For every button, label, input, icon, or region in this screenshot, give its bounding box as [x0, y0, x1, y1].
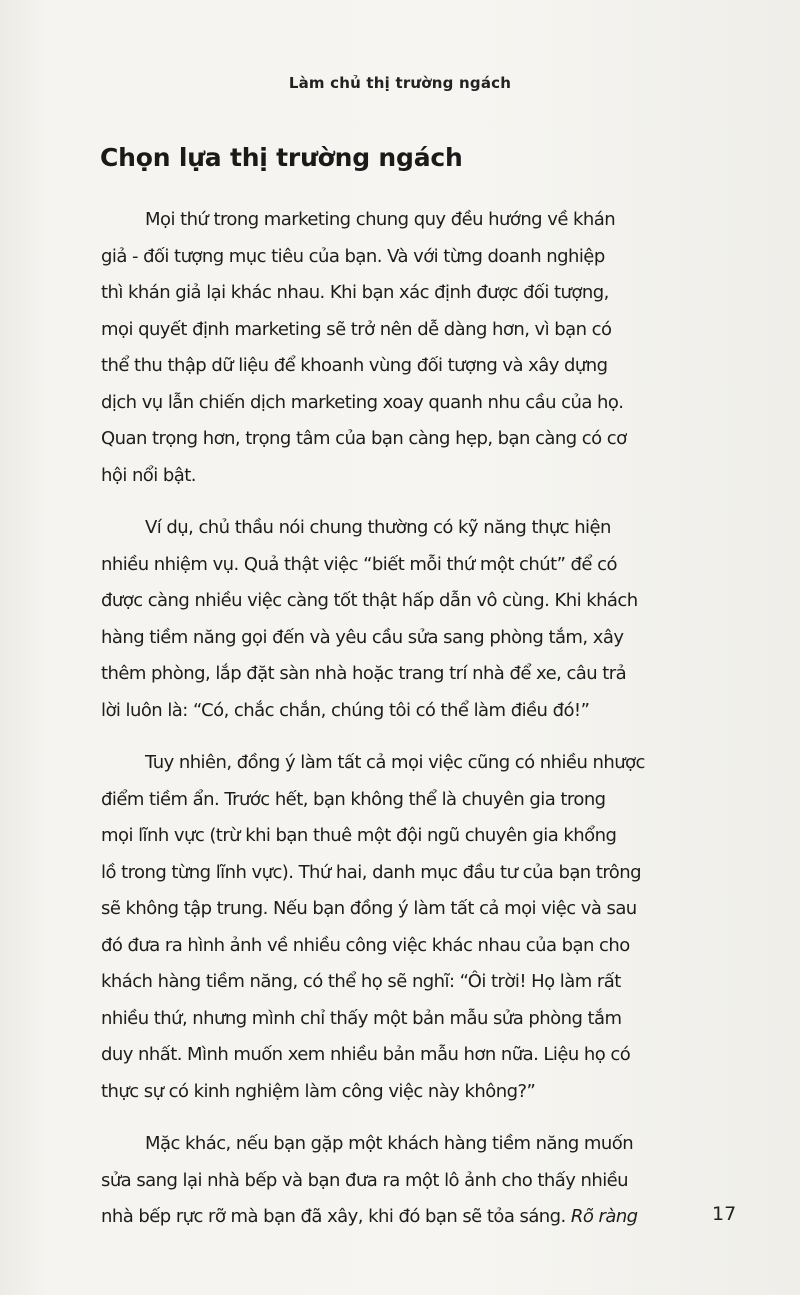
text-line: mọi lĩnh vực (trừ khi bạn thuê một đội ngũ chuyên gia khổng [101, 825, 617, 846]
page-number: 17 [712, 1203, 737, 1225]
chapter-title: Chọn lựa thị trường ngách [100, 143, 463, 172]
text-line: sẽ không tập trung. Nếu bạn đồng ý làm tất cả mọi việc và sau [101, 898, 637, 919]
text-line: sửa sang lại nhà bếp và bạn đưa ra một lô ảnh cho thấy nhiều [101, 1169, 629, 1191]
paragraph-4 [101, 1126, 696, 1236]
text-line: Tuy nhiên, đồng ý làm tất cả mọi việc cũng có nhiều nhược [145, 752, 645, 773]
body-text [101, 202, 696, 1252]
text-line: Mọi thứ trong marketing chung quy đều hướng về khán [145, 209, 616, 230]
italic-continuation: Rõ ràng [570, 1206, 638, 1227]
running-head: Làm chủ thị trường ngách [288, 74, 512, 92]
text-line: hội nổi bật. [101, 464, 196, 486]
text-line: thêm phòng, lắp đặt sàn nhà hoặc trang trí nhà để xe, câu trả [101, 663, 627, 684]
text-line: nhiều nhiệm vụ. Quả thật việc “biết mỗi thứ một chút” để có [101, 553, 617, 575]
text-line: khách hàng tiềm năng, có thể họ sẽ nghĩ: “Ôi trời! Họ làm rất [101, 971, 621, 992]
text-line [101, 1199, 696, 1236]
text-line: thể thu thập dữ liệu để khoanh vùng đối tượng và xây dựng [101, 355, 608, 376]
paragraph-1 [101, 202, 696, 494]
paragraph-2 [101, 510, 696, 729]
text-line: được càng nhiều việc càng tốt thật hấp dẫn vô cùng. Khi khách [101, 590, 638, 611]
text-line: điểm tiềm ẩn. Trước hết, bạn không thể là chuyên gia trong [101, 788, 606, 810]
text-line: đó đưa ra hình ảnh về nhiều công việc khác nhau của bạn cho [101, 934, 630, 956]
text-line: mọi quyết định marketing sẽ trở nên dễ dàng hơn, vì bạn có [101, 318, 612, 340]
text-line: nhiều thứ, nhưng mình chỉ thấy một bản mẫu sửa phòng tắm [101, 1007, 622, 1029]
text-line: lời luôn là: “Có, chắc chắn, chúng tôi có thể làm điều đó!” [101, 699, 590, 721]
text-line: lồ trong từng lĩnh vực). Thứ hai, danh mục đầu tư của bạn trông [101, 861, 641, 883]
text-line: Ví dụ, chủ thầu nói chung thường có kỹ năng thực hiện [145, 517, 611, 538]
paragraph-3 [101, 745, 696, 1110]
text-line: thực sự có kinh nghiệm làm công việc này không?” [101, 1080, 536, 1102]
text-line: thì khán giả lại khác nhau. Khi bạn xác định được đối tượng, [101, 282, 609, 303]
text-line: hàng tiềm năng gọi đến và yêu cầu sửa sang phòng tắm, xây [101, 626, 624, 648]
text-line: Mặc khác, nếu bạn gặp một khách hàng tiềm năng muốn [145, 1133, 634, 1154]
text-line: Quan trọng hơn, trọng tâm của bạn càng hẹp, bạn càng có cơ [101, 428, 627, 449]
text-line: dịch vụ lẫn chiến dịch marketing xoay quanh nhu cầu của họ. [101, 391, 624, 413]
text-line: duy nhất. Mình muốn xem nhiều bản mẫu hơn nữa. Liệu họ có [101, 1044, 631, 1065]
text-line: giả - đối tượng mục tiêu của bạn. Và với từng doanh nghiệp [101, 245, 605, 267]
text-line-main: nhà bếp rực rỡ mà bạn đã xây, khi đó bạn sẽ tỏa sáng. [101, 1206, 566, 1227]
